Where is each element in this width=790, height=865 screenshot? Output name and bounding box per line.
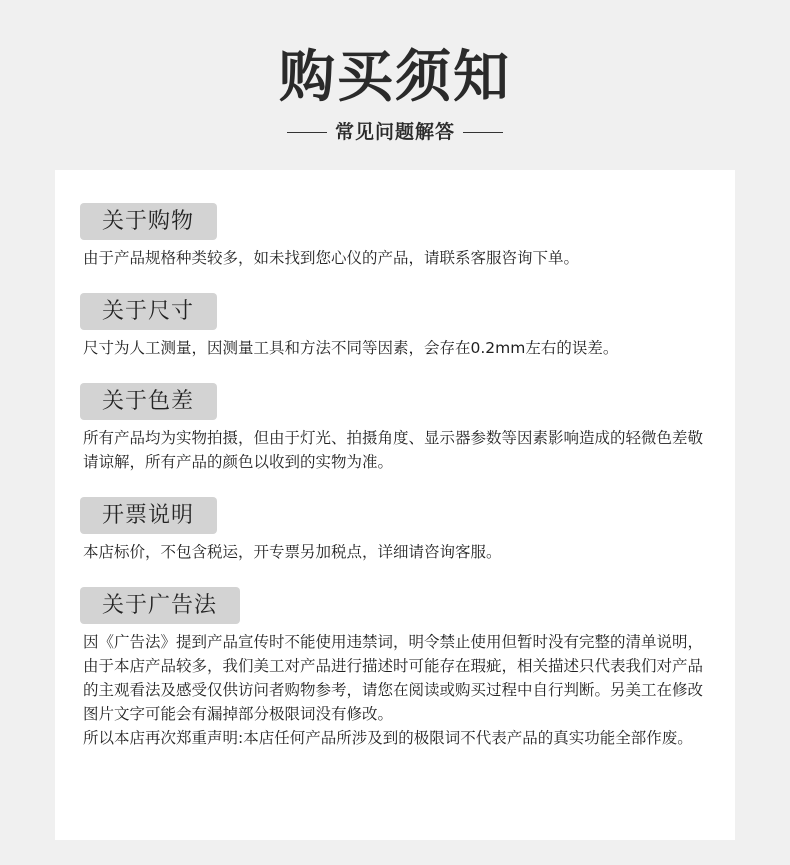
- section-shopping: [80, 203, 730, 270]
- section-text-invoice: 本店标价，不包含税运，开专票另加税点，详细请咨询客服。: [83, 543, 502, 561]
- section-label-invoice: 开票说明: [80, 497, 217, 534]
- subtitle-divider-left: [287, 132, 327, 133]
- page-title: 购买须知: [279, 45, 511, 110]
- subtitle-divider-right: [463, 132, 503, 133]
- section-size: [80, 293, 730, 360]
- section-text-color-difference: 所有产品均为实物拍摄，但由于灯光、拍摄角度、显示器参数等因素影响造成的轻微色差敬请谅解，所有产品的颜色以收到的实物为准。: [83, 429, 704, 471]
- subtitle-row: [0, 116, 790, 148]
- section-invoice: [80, 497, 730, 564]
- section-text-advertising-law: 因《广告法》提到产品宣传时不能使用违禁词，明令禁止使用但暂时没有完整的清单说明，由于本店产品较多，我们美工对产品进行描述时可能存在瑕疵，相关描述只代表我们对产品的主观看法及感受仅供访问者购物参考，请您在阅读或购买过程中自行判断。另美工在修改图片文字可能会有漏掉部分极限词没有修改。 所以本店再次郑重声明:本店任何产品所涉及到的极限词不代表产品的真实功能全部作废。: [83, 633, 704, 747]
- section-label-shopping: 关于购物: [80, 203, 217, 240]
- section-color-difference: [80, 383, 730, 474]
- section-text-size: 尺寸为人工测量，因测量工具和方法不同等因素，会存在0.2mm左右的误差。: [83, 339, 619, 357]
- section-label-advertising-law: 关于广告法: [80, 587, 240, 624]
- section-label-size: 关于尺寸: [80, 293, 217, 330]
- faq-card: [55, 170, 735, 840]
- section-text-shopping: 由于产品规格种类较多，如未找到您心仪的产品，请联系客服咨询下单。: [83, 249, 580, 267]
- section-advertising-law: [80, 587, 730, 750]
- section-label-color-difference: 关于色差: [80, 383, 217, 420]
- page-subtitle: 常见问题解答: [334, 121, 455, 143]
